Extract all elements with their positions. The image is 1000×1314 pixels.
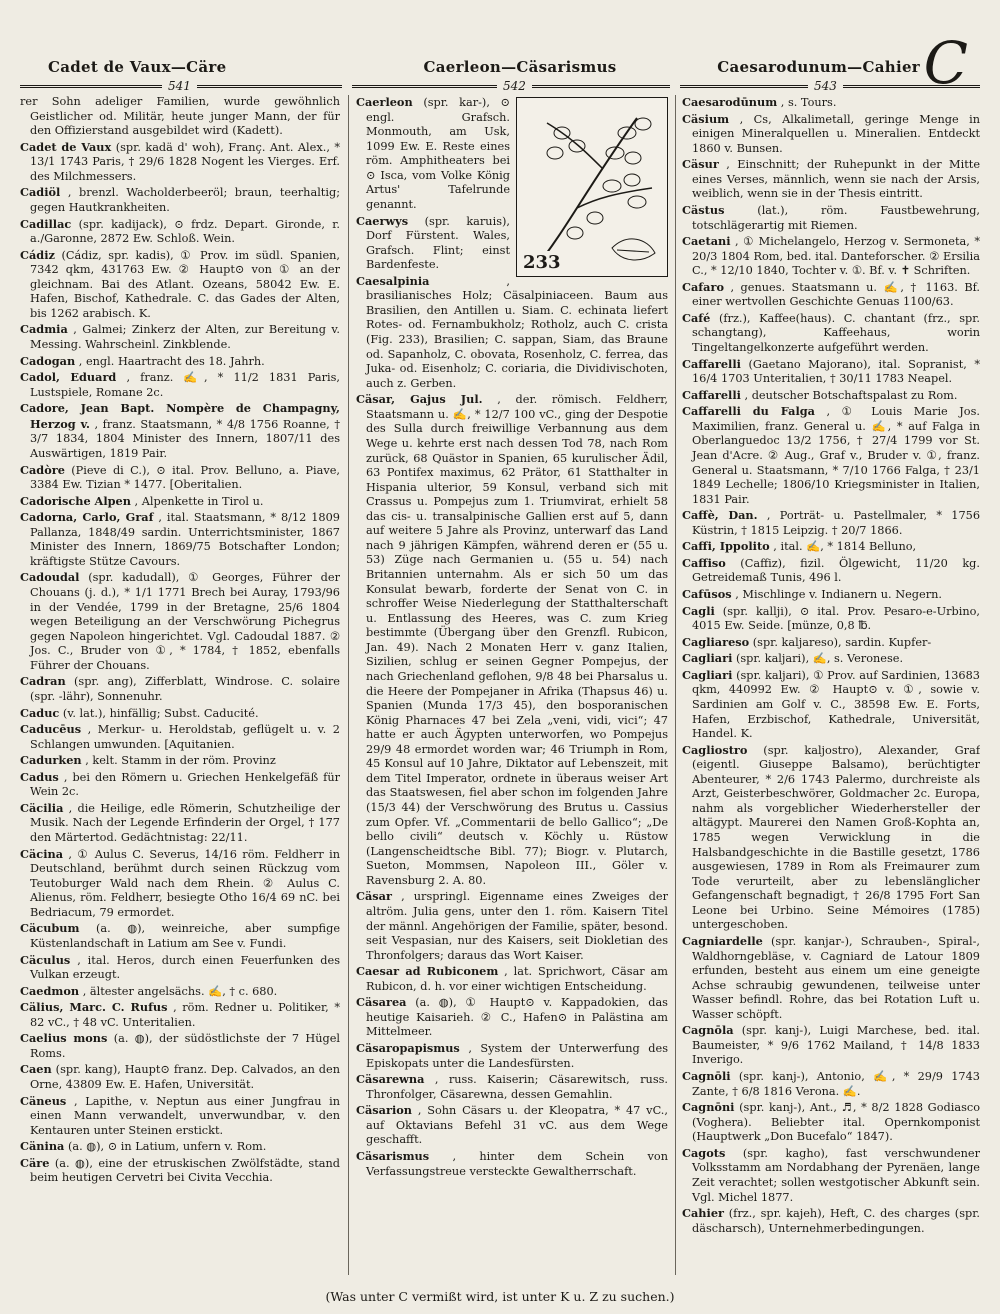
caesalpinia-illustration <box>516 97 668 277</box>
plant-drawing <box>517 98 667 276</box>
entry-text: , der. römisch. Feldherr, Staatsmann u. ✍, * 12/7 100 vC., ging der Despotie des Sulla durch freiwillige Verbannung aus dem Wege u. kehrte erst nach dessen Tod 78, nach Rom zurück, 68 Quästor in Spanien, 65 kurulischer Ädil, 63 Pontifex maximus, 62 Prätor, 61 Statthalter in Hispania ulterior, 59 Konsul, verband sich mit Crassus u. Pompejus zum 1. Triumvirat, erhielt 58 das cis- u. transalpinische Gallien erst auf 5, dann auf weitere 5 Jahre als Provinz, unterwarf das Land nach 9 jährigen Kämpfen, während deren er (55 u. 53) Züge nach Germanien u. (55 u. 54) nach Britannien unternahm. Als er sich 50 um das Konsulat bewarb, forderte der Senat von C. in schroffer Weise Niederlegung der Statthalterschaft u. Entlassung des Heeres, was C. zum Krieg bestimmte (Übergang über den Grenzfl. Rubicon, Jan. 49). Nach 2 Monaten Herr v. ganz Italien, Sizilien, schlug er seinen Gegner Pompejus, der nach Griechenland geflohen, 9/8 48 bei Pharsalus u. die Heere der Pompejaner in Afrika (Thapsus 46) u. Spanien (Munda 17/3 45), den bosporanischen König Pharnaces 47 bei Zela „veni, vidi, vici“; 47 hatte er auch Ägypten unterworfen, wo Pompejus 29/9 48 ermordet worden war; 46 Triumph in Rom, 45 Konsul auf 10 Jahre, Diktator auf Lebenszeit, mit dem Titel Imperator, ordnete in überaus weiser Art das Staatswesen, fiel aber schon im folgenden Jahre (15/3 44) der Verschwörung des Brutus u. Cassius zum Opfer. Vf. „Commentarii de bello Gallico“; „De bello civili“ deutsch v. Köchly u. Rüstow (Langenscheidtsche Bibl. 77); Biogr. v. Plutarch, Sueton, Mommsen, Napoleon III., Göler v. Ravensburg 2. A. 80. <box>366 393 668 887</box>
dictionary-entry <box>682 539 980 555</box>
dictionary-entry <box>682 508 980 538</box>
entry-headword: Caerleon <box>356 95 413 109</box>
dictionary-entry <box>682 651 980 667</box>
entry-text: (spr. kang), Haupt⊙ franz. Dep. Calvados, an den Orne, 43809 Ew. E. Hafen, Universität. <box>30 1063 340 1091</box>
entry-headword: Caesarodūnum <box>682 95 778 109</box>
entry-text: , franz. Staatsmann, * 4/8 1756 Roanne, † 3/7 1834, 1804 Minister des Innern, 1807/11 des Auswärtigen, 1819 Pair. <box>30 417 340 460</box>
entry-text: , Mischlinge v. Indianern u. Negern. <box>735 588 942 601</box>
entry-headword: Cadillac <box>20 216 72 231</box>
entry-text: , die Heilige, edle Römerin, Schutzheilige der Musik. Nach der Legende Erfinderin der Orgel, † 177 den Märtertod. Gedächtnistag: 22/11. <box>30 801 340 844</box>
dictionary-entry <box>682 404 980 507</box>
entry-text: , Sohn Cäsars u. der Kleopatra, * 47 vC., auf Oktavians Befehl 31 vC. aus dem Wege geschafft. <box>366 1104 668 1147</box>
entry-text: (spr. kagho), fast verschwundener Volksstamm am Nordabhang der Pyrenäen, lange Zeit verachtet; sollen westgotischer Abkunft sein. Vgl. Michel 1877. <box>692 1146 980 1204</box>
entry-text: (v. lat.), hinfällig; Subst. Caducité. <box>62 706 259 720</box>
entry-text: , brasilianisches Holz; Cäsalpiniaceen. Baum aus Brasilien, den Antillen u. Siam. C. echinata liefert Rotes- od. Fernambukholz; Rotholz, auch C. crista (Fig. 233), Brasilien; C. sappan, Siam, das Braune od. Sapanholz, C. obovata, Rosenholz, C. ferrea, das Juka- od. Eisenholz; C. coriaria, die Dividivischoten, auch z. Gerben. <box>366 274 668 390</box>
dictionary-entry <box>356 1103 668 1148</box>
entry-text: , Alpenkette in Tirol u. <box>134 494 264 508</box>
entry-text: , s. Tours. <box>780 96 837 109</box>
entry-headword: Cagnōli <box>682 1069 731 1083</box>
entry-text: (Gaetano Majorano), ital. Sopranist, * 16/4 1703 Unteritalien, † 30/11 1783 Neapel. <box>692 357 980 386</box>
entry-headword: Cäsar, Gajus Jul. <box>356 392 483 407</box>
entry-text: (spr. ang), Zifferblatt, Windrose. C. solaire (spr. -lähr), Sonnenuhr. <box>30 675 340 703</box>
dictionary-entry <box>20 984 340 1000</box>
entry-headword: Cadoudal <box>20 570 80 585</box>
entry-text: , System der Unterwerfung des Episkopats unter die Landesfürsten. <box>366 1042 668 1070</box>
entry-text: (spr. kanj-), Luigi Marchese, bed. ital. Baumeister, * 9/6 1762 Mailand, † 14/8 1833 Inverigo. <box>692 1024 980 1067</box>
dictionary-entry <box>20 953 340 983</box>
entry-text: , hinter dem Schein von Verfassungstreue versteckte Gewaltherrschaft. <box>366 1149 668 1178</box>
dictionary-entry <box>20 354 340 370</box>
entry-headword: Cagliareso <box>682 634 750 649</box>
entry-text: , röm. Redner u. Politiker, * 82 vC., † 48 vC. Unteritalien. <box>30 1001 340 1029</box>
dictionary-entry <box>20 401 340 461</box>
entry-text: , russ. Kaiserin; Cäsarewitsch, russ. Thronfolger, Cäsarewna, dessen Gemahlin. <box>366 1073 668 1101</box>
entry-text: , Porträt- u. Pastellmaler, * 1756 Küstrin, † 1815 Leipzig. † 20/7 1866. <box>692 509 980 537</box>
page-number-center: 542 <box>497 79 532 93</box>
entry-text: (a. ◍), eine der etruskischen Zwölfstädte, stand beim heutigen Cervetri bei Civita Vecchia. <box>30 1156 340 1185</box>
entry-text: (a. ◍), der südöstlichste der 7 Hügel Roms. <box>30 1032 340 1060</box>
entry-headword: Cäculus <box>20 952 71 967</box>
entry-text: (frz.), Kaffee(haus). C. chantant (frz., spr. schangtang), Kaffeehaus, worin Tingeltangelkonzerte aufgeführt werden. <box>692 311 980 354</box>
entry-text: (spr. kadä d' woh), Franç. Ant. Alex., * 13/1 1743 Paris, † 29/6 1828 Nogent les Vierges. Erf. des Milchmessers. <box>30 140 340 183</box>
entry-headword: Cagliostro <box>682 742 748 757</box>
entry-text: , Merkur- u. Heroldstab, geflügelt u. v. 2 Schlangen umwunden. [Aquitanien. <box>30 723 340 751</box>
entry-text: , Einschnitt; der Ruhepunkt in der Mitte eines Verses, männlich, wenn sie nach der Arsis, weiblich, wenn sie in der Thesis eintritt. <box>692 158 980 201</box>
entry-headword: Cagnōla <box>682 1023 734 1038</box>
entry-headword: Caelius mons <box>20 1031 108 1046</box>
entry-headword: Cäre <box>20 1155 50 1170</box>
entry-headword: Cästus <box>682 202 725 217</box>
entry-text: (spr. karuis), Dorf Fürstent. Wales, Grafsch. Flint; einst Bardenfeste. <box>366 214 510 272</box>
column-left <box>20 95 340 1275</box>
column-center <box>356 95 668 1275</box>
entry-text: (a. ◍), weinreiche, aber sumpfige Küstenlandschaft in Latium am See v. Fundi. <box>30 922 340 950</box>
entry-text: , engl. Haartracht des 18. Jahrh. <box>78 354 265 368</box>
entry-headword: Cadorische Alpen <box>20 493 131 508</box>
entry-headword: Caetani <box>682 234 731 249</box>
dictionary-entry <box>20 217 340 247</box>
entry-headword: Caffè, Dan. <box>682 508 758 523</box>
entry-text: , ital. Heros, durch einen Feuerfunken des Vulkan erzeugt. <box>30 953 340 982</box>
dictionary-entry <box>20 570 340 673</box>
entry-headword: Cäsarea <box>356 995 407 1010</box>
dictionary-entry <box>356 392 668 888</box>
entry-text: , genues. Staatsmann u. ✍, † 1163. Bf. einer wertvollen Geschichte Genuas 1100/63. <box>692 280 980 309</box>
entry-headword: Cälius, Marc. C. Rufus <box>20 1000 168 1015</box>
column-right <box>682 95 980 1275</box>
dictionary-entry <box>682 157 980 202</box>
entry-text: (spr. kallji), ⊙ ital. Prov. Pesaro-e-Urbino, 4015 Ew. Seide. [münze, 0,8 ℔. <box>692 604 980 633</box>
entry-text: (spr. kaljari), ① Prov. auf Sardinien, 13683 qkm, 440992 Ew. ② Haupt⊙ v. ①, sowie v. Sardinien am Golf v. C., 38598 Ew. E. Forts, Hafen, Erzbischof, Kathedrale, Universität, Handel. K. <box>692 668 980 741</box>
column-divider <box>675 95 676 1275</box>
entry-headword: Cadran <box>20 674 66 689</box>
dictionary-entry <box>356 1149 668 1179</box>
dictionary-entry <box>682 743 980 933</box>
entry-headword: Cadurken <box>20 753 82 768</box>
header-right: Caesarodunum—Cahier <box>717 58 920 76</box>
dictionary-entry <box>20 1000 340 1030</box>
entry-headword: Caen <box>20 1062 52 1077</box>
entry-text: (spr. kar-), ⊙ engl. Grafsch. Monmouth, am Usk, 1099 Ew. E. Reste eines röm. Amphitheaters bei ⊙ Isca, vom Volke König Artus' Tafelrunde genannt. <box>366 96 510 211</box>
entry-text: (frz., spr. kajeh), Heft, C. des charges (spr. däscharsch), Unternehmerbedingungen. <box>692 1207 980 1235</box>
dictionary-entry <box>682 1069 980 1099</box>
header-center: Caerleon—Cäsarismus <box>423 58 617 76</box>
entry-headword: Cäcilia <box>20 800 64 815</box>
dictionary-entry <box>682 934 980 1022</box>
dictionary-entry <box>682 635 980 651</box>
entry-headword: Cadus <box>20 769 59 784</box>
entry-headword: Caffarelli <box>682 387 741 402</box>
entry-text: , deutscher Botschaftspalast zu Rom. <box>744 388 958 402</box>
entry-text: , ältester angelsächs. ✍, † c. 680. <box>82 984 278 998</box>
figure-number: 233 <box>523 251 561 273</box>
dictionary-entry <box>682 234 980 279</box>
dictionary-entry <box>682 668 980 742</box>
entry-headword: Cadet de Vaux <box>20 139 112 154</box>
entry-headword: Cäcina <box>20 846 64 861</box>
entry-text: , Galmei; Zinkerz der Alten, zur Bereitung v. Messing. Wahrscheinl. Zinkblende. <box>30 323 340 351</box>
page-number-left: 541 <box>162 79 197 93</box>
dictionary-entry <box>20 722 340 752</box>
dictionary-entry <box>682 280 980 310</box>
entry-headword: Cadòre <box>20 462 65 477</box>
entry-text: , lat. Sprichwort, Cäsar am Rubicon, d. h. vor einer wichtigen Entscheidung. <box>366 965 668 993</box>
dictionary-entry <box>20 1031 340 1061</box>
entry-text: (a. ◍), ① Haupt⊙ v. Kappadokien, das heutige Kaisarieh. ② C., Hafen⊙ in Palästina am Mittelmeer. <box>366 996 668 1039</box>
entry-headword: Caffarelli du Falga <box>682 404 815 419</box>
entry-text: rer Sohn adeliger Familien, wurde gewöhnlich Geistlicher od. Militär, heute junger Mann, der für den Offizierstand ausgebildet wird (Kadett). <box>20 95 340 138</box>
entry-headword: Cagots <box>682 1145 726 1160</box>
dictionary-entry <box>682 604 980 634</box>
dictionary-entry <box>682 388 980 404</box>
entry-headword: Cafaro <box>682 279 724 294</box>
dictionary-entry <box>356 1041 668 1071</box>
dictionary-entry <box>682 357 980 387</box>
dictionary-entry <box>356 995 668 1040</box>
entry-text: , ital. Staatsmann, * 8/12 1809 Pallanza, 1848/49 sardin. Unterrichtsminister, 1867 Minister des Innern, 1869/75 Botschafter London; kräftigste Stütze Cavours. <box>30 511 340 568</box>
entry-headword: Cäsarismus <box>356 1148 430 1163</box>
entry-headword: Caffi, Ippolito <box>682 539 770 554</box>
column-divider <box>348 95 349 1275</box>
entry-text: (Caffiz), fizil. Ölgewicht, 11/20 kg. Getreidemaß Tunis, 496 l. <box>692 556 980 585</box>
dictionary-entry <box>682 556 980 586</box>
dictionary-entry <box>682 1023 980 1068</box>
dictionary-entry <box>682 95 980 111</box>
header-left: Cadet de Vaux—Cäre <box>48 58 227 76</box>
dictionary-entry <box>20 1062 340 1092</box>
entry-headword: Cahier <box>682 1206 724 1221</box>
entry-text: , kelt. Stamm in der röm. Provinz <box>85 754 276 768</box>
entry-text: (spr. kadijack), ⊙ frdz. Depart. Gironde, r. a./Garonne, 2872 Ew. Schloß. Wein. <box>30 217 340 246</box>
entry-headword: Cagli <box>682 603 715 618</box>
dictionary-entry <box>20 463 340 493</box>
entry-headword: Cäneus <box>20 1093 67 1108</box>
dictionary-entry <box>682 311 980 356</box>
section-letter: C <box>923 29 968 97</box>
entry-headword: Cagnōni <box>682 1100 735 1115</box>
dictionary-entry <box>20 1094 340 1139</box>
entry-headword: Cagniardelle <box>682 933 763 948</box>
dictionary-entry <box>20 770 340 800</box>
dictionary-entry <box>682 1146 980 1205</box>
page-footer-note: (Was unter C vermißt wird, ist unter K u. Z zu suchen.) <box>325 1289 675 1304</box>
entry-text: (spr. kadudall), ① Georges, Führer der Chouans (j. d.), * 1/1 1771 Brech bei Auray, 1793/96 in der Vendée, 1799 in der Bretagne, 25/6 1804 wegen Beteiligung an der Verschwörung Pichegrus gegen Napoleon hingerichtet. Vgl. Cadoudal 1887. ② Jos. C., Bruder von ①, * 1784, † 1852, ebenfalls Führer der Chouans. <box>30 571 340 672</box>
dictionary-entry <box>20 370 340 400</box>
dictionary-entry <box>20 510 340 569</box>
dictionary-entry <box>20 248 340 322</box>
dictionary-entry <box>356 964 668 994</box>
entry-headword: Caedmon <box>20 983 80 998</box>
entry-headword: Cäsarion <box>356 1103 412 1118</box>
dictionary-entry <box>20 322 340 352</box>
dictionary-entry <box>20 185 340 215</box>
entry-text: , ① Aulus C. Severus, 14/16 röm. Feldherr in Deutschland, berühmt durch seinen Rückzug vom Teutoburger Wald nach dem Rhein. ② Aulus C. Alienus, röm. Feldherr, besiegte Otho 16/4 69 nC. bei Bedriacum, 79 ermordet. <box>30 847 340 919</box>
dictionary-entry <box>20 1156 340 1186</box>
entry-headword: Cagliari <box>682 667 733 682</box>
entry-headword: Caffiso <box>682 555 726 570</box>
entry-text: (a. ◍), ⊙ in Latium, unfern v. Rom. <box>67 1140 267 1154</box>
dictionary-entry <box>356 1072 668 1102</box>
entry-text: (Pieve di C.), ⊙ ital. Prov. Belluno, a. Piave, 3384 Ew. Tizian * 1477. [Oberitalien. <box>30 463 340 492</box>
dictionary-entry <box>20 95 340 139</box>
dictionary-entry <box>682 1206 980 1236</box>
entry-text: (spr. kanjar-), Schrauben-, Spiral-, Waldhorngebläse, v. Cagniard de Latour 1809 erfunden, besteht aus einem um eine geneigte Achse schraubig gewundenen, teilweise unter Wasser befindl. Rohre, das bei Rotation Luft u. Wasser schöpft. <box>692 934 980 1021</box>
dictionary-entry <box>20 801 340 846</box>
page-number-right: 543 <box>808 79 843 93</box>
entry-text: (spr. kaljari), ✍, s. Veronese. <box>735 652 904 666</box>
dictionary-entry <box>20 494 340 510</box>
dictionary-entry <box>356 889 668 963</box>
entry-headword: Cadorna, Carlo, Graf <box>20 510 154 525</box>
entry-headword: Cadol, Eduard <box>20 370 117 385</box>
entry-headword: Cäsur <box>682 157 719 172</box>
dictionary-entry <box>20 753 340 769</box>
entry-headword: Cadogan <box>20 353 76 368</box>
entry-headword: Cadiöl <box>20 185 61 200</box>
entry-headword: Cänina <box>20 1139 65 1154</box>
entry-text: (spr. kaljostro), Alexander, Graf (eigentl. Giuseppe Balsamo), berüchtigter Abenteurer, * 2/6 1743 Palermo, durchreiste als Arzt, Geisterbeschwörer, Goldmacher 2c. Europa, nahm als vorgeblicher Wiederhersteller der altägypt. Maurerei den Namen Groß-Kophta an, 1785 wegen Verwicklung in die Halsbandgeschichte in die Bastille gesetzt, 1786 ausgewiesen, 1789 in Rom als Freimaurer zum Tode verurteilt, aber zu lebenslänglicher Gefangenschaft begnadigt, † 26/8 1795 Fort San Leone bei Urbino. Seine Mémoires (1785) untergeschoben. <box>692 743 980 932</box>
entry-text: (spr. kaljareso), sardin. Kupfer- <box>752 635 932 649</box>
entry-text: , Cs, Alkalimetall, geringe Menge in einigen Mineralquellen u. Mineralien. Entdeckt 1860 v. Bunsen. <box>692 112 980 155</box>
entry-headword: Cäcubum <box>20 921 80 936</box>
entry-headword: Cagliari <box>682 651 733 666</box>
entry-headword: Cadore, Jean Bapt. Nompère de Champagny, Herzog v. <box>20 401 340 431</box>
dictionary-entry <box>20 847 340 921</box>
entry-headword: Cäsarewna <box>356 1072 425 1087</box>
entry-headword: Caduc <box>20 705 60 720</box>
entry-headword: Caesar ad Rubiconem <box>356 964 499 979</box>
dictionary-entry <box>20 140 340 185</box>
entry-text: , Lapithe, v. Neptun aus einer Jungfrau in einen Mann verwandelt, unverwundbar, v. den Kentauren unter Steinen erstickt. <box>30 1094 340 1137</box>
entry-text: , brenzl. Wacholderbeeröl; braun, teerhaltig; gegen Hautkrankheiten. <box>30 186 340 214</box>
entry-headword: Cäsium <box>682 111 730 126</box>
entry-headword: Cadmia <box>20 322 68 337</box>
entry-headword: Cafūsos <box>682 587 732 601</box>
entry-headword: Caducēus <box>20 722 82 737</box>
entry-text: , ① Michelangelo, Herzog v. Sermoneta, * 20/3 1804 Rom, bed. ital. Danteforscher. ② Ersilia C., * 12/10 1840, Tochter v. ①. Bf. v. ✝ Schriften. <box>692 235 980 278</box>
entry-headword: Caerwys <box>356 213 409 228</box>
entry-text: , ital. ✍, * 1814 Belluno, <box>773 540 917 554</box>
entry-text: (spr. kanj-), Antonio, ✍, * 29/9 1743 Zante, † 6/8 1816 Verona. ✍. <box>692 1070 980 1098</box>
entry-headword: Café <box>682 310 711 325</box>
dictionary-entry <box>356 274 668 392</box>
dictionary-entry <box>682 203 980 233</box>
entry-text: (lat.), röm. Faustbewehrung, totschlägerartig mit Riemen. <box>692 203 980 232</box>
entry-text: , urspringl. Eigenname eines Zweiges der altröm. Julia gens, unter den 1. röm. Kaisern Titel der männl. Angehörigen der Familie, später, besond. seit Vespasian, nur des Kaisers, seit Diokletian des Thronfolgers; daraus das Wort Kaiser. <box>366 890 668 962</box>
dictionary-entry <box>20 921 340 951</box>
entry-headword: Cádiz <box>20 247 55 262</box>
entry-text: (spr. kanj-), Ant., ♬, * 8/2 1828 Godiasco (Voghera). Beliebter ital. Opernkomponist (Hauptwerk „Don Bucefalo“ 1847). <box>692 1101 980 1144</box>
entry-text: , bei den Römern u. Griechen Henkelgefäß für Wein 2c. <box>30 770 340 799</box>
entry-text: , franz. ✍, * 11/2 1831 Paris, Lustspiele, Romane 2c. <box>30 371 340 399</box>
page-header <box>20 58 980 80</box>
dictionary-entry <box>20 706 340 722</box>
entry-text: (Cádiz, spr. kadis), ① Prov. im südl. Spanien, 7342 qkm, 431763 Ew. ② Haupt⊙ von ① an der gleichnam. Bai des Atlant. Ozeans, 58042 Ew. E. Hafen, Bischof, Kathedrale. C. das Gades der Alten, bis 1262 arabisch. K. <box>30 248 340 320</box>
entry-headword: Cäsaropapismus <box>356 1041 460 1055</box>
dictionary-entry <box>682 112 980 157</box>
entry-headword: Caffarelli <box>682 356 741 371</box>
entry-headword: Caesalpinia <box>356 273 430 288</box>
dictionary-entry <box>20 1139 340 1155</box>
dictionary-entry <box>682 1100 980 1145</box>
dictionary-entry <box>682 587 980 603</box>
entry-text: , ① Louis Marie Jos. Maximilien, franz. General u. ✍, * auf Falga in Oberlanguedoc 13/2 1756, † 27/4 1799 vor St. Jean d'Acre. ② Aug., Graf v., Bruder v. ①, franz. General u. Staatsmann, * 7/10 1766 Falga, † 23/1 1849 Lechelle; 1806/10 Kriegsminister in Italien, 1831 Pair. <box>692 405 980 506</box>
dictionary-entry <box>20 674 340 704</box>
entry-headword: Cäsar <box>356 889 392 904</box>
